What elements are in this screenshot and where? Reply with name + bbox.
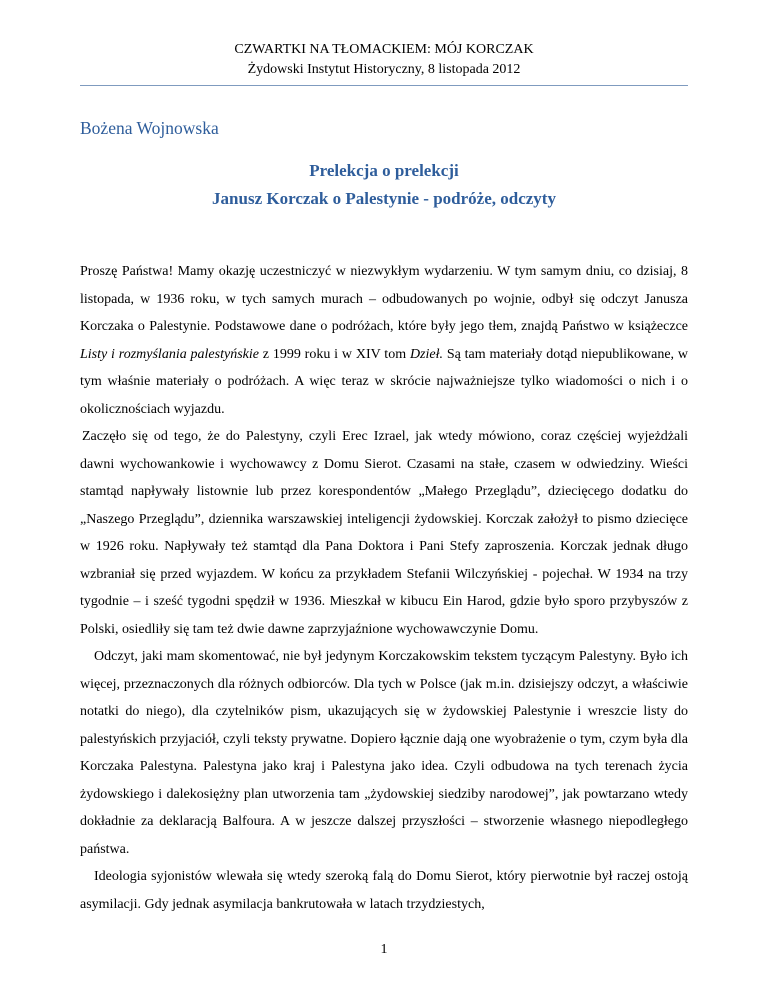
- title-line-2: Janusz Korczak o Palestynie - podróże, odczyty: [212, 189, 556, 208]
- page-number: 1: [380, 942, 388, 957]
- paragraph-1-text-c: z 1999 roku i w XIV tom: [258, 346, 410, 362]
- paragraph-3: Odczyt, jaki mam skomentować, nie był jedynym Korczakowskim tekstem tyczącym Palestyny. Było ich więcej, przeznaczonych dla różnych odbiorców. Dla tych w Polsce (jak m.in. dzisiejszy odczyt, a właściwie notatki do niego), dla czytelników pism, ukazujących się w żydowskiej Palestynie i wreszcie listy do palestyńskich przyjaciół, czyli teksty prywatne. Dopiero łącznie dają one wyobrażenie o tym, czym była dla Korczaka Palestyna. Palestyna jako kraj i Palestyna jako idea. Czyli odbudowa na tych terenach życia żydowskiego i dalekosiężny plan utworzenia tam „żydowskiej siedziby narodowej”, jak powtarzano wtedy dokładnie za deklaracją Balfoura. A w jeszcze dalszej przyszłości – stworzenie własnego niepodległego państwa.: [80, 649, 688, 857]
- body-text: [80, 258, 688, 918]
- author-name: Bożena Wojnowska: [80, 118, 219, 138]
- paragraph-2: Zaczęło się od tego, że do Palestyny, czyli Erec Izrael, jak wtedy mówiono, coraz częściej wyjeżdżali dawni wychowankowie i wychowawcy z Domu Sierot. Czasami na stałe, czasem w odwiedziny. Wieści stamtąd napływały listownie lub przez korespondentów „Małego Przeglądu”, dziecięcego dodatku do „Naszego Przeglądu”, dziennika warszawskiej inteligencji żydowskiej. Korczak założył to pismo dziecięce w 1926 roku. Napływały też stamtąd dla Pana Doktora i Pani Stefy zaproszenia. Korczak jednak długo wzbraniał się przed wyjazdem. W końcu za przykładem Stefanii Wilczyńskiej - pojechał. W 1934 na trzy tygodnie – i sześć tygodni spędził w 1936. Mieszkał w kibucu Ein Harod, gdzie było sporo przybyszów z Polski, osiedliły się tam też dwie dawne zaprzyjaźnione wychowawczynie Domu.: [80, 429, 688, 637]
- paragraph-1-text-a: Proszę Państwa! Mamy okazję uczestniczyć w niezwykłym wydarzeniu. W tym samym dniu, co dzisiaj, 8 listopada, w 1936 roku, w tych samych murach – odbudowanych po wojnie, odbył się odczyt Janusza Korczaka o Palestynie. Podstawowe dane o podróżach, które były jego tłem, znajdą Państwo w książeczce: [80, 264, 688, 334]
- running-header: [80, 40, 688, 80]
- paragraph-1: [80, 258, 688, 423]
- header-line-2: Żydowski Instytut Historyczny, 8 listopada 2012: [247, 62, 521, 77]
- paragraph-4: Ideologia syjonistów wlewała się wtedy szeroką falą do Domu Sierot, który pierwotnie był raczej ostoją asymilacji. Gdy jednak asymilacja bankrutowała w latach trzydziestych,: [80, 869, 688, 912]
- book-title-listy: Listy i rozmyślania palestyńskie: [80, 346, 259, 362]
- paragraph-1-text-e: Są tam materiały dotąd niepublikowane, w tym właśnie materiały o podróżach. A więc teraz w skrócie najważniejsze tylko wiadomości o nich i o okolicznościach wyjazdu.: [80, 346, 688, 417]
- book-title-dziel: Dzieł.: [409, 346, 443, 362]
- title-line-1: Prelekcja o prelekcji: [309, 161, 459, 180]
- header-divider: [80, 85, 688, 86]
- header-line-1: CZWARTKI NA TŁOMACKIEM: MÓJ KORCZAK: [234, 42, 534, 57]
